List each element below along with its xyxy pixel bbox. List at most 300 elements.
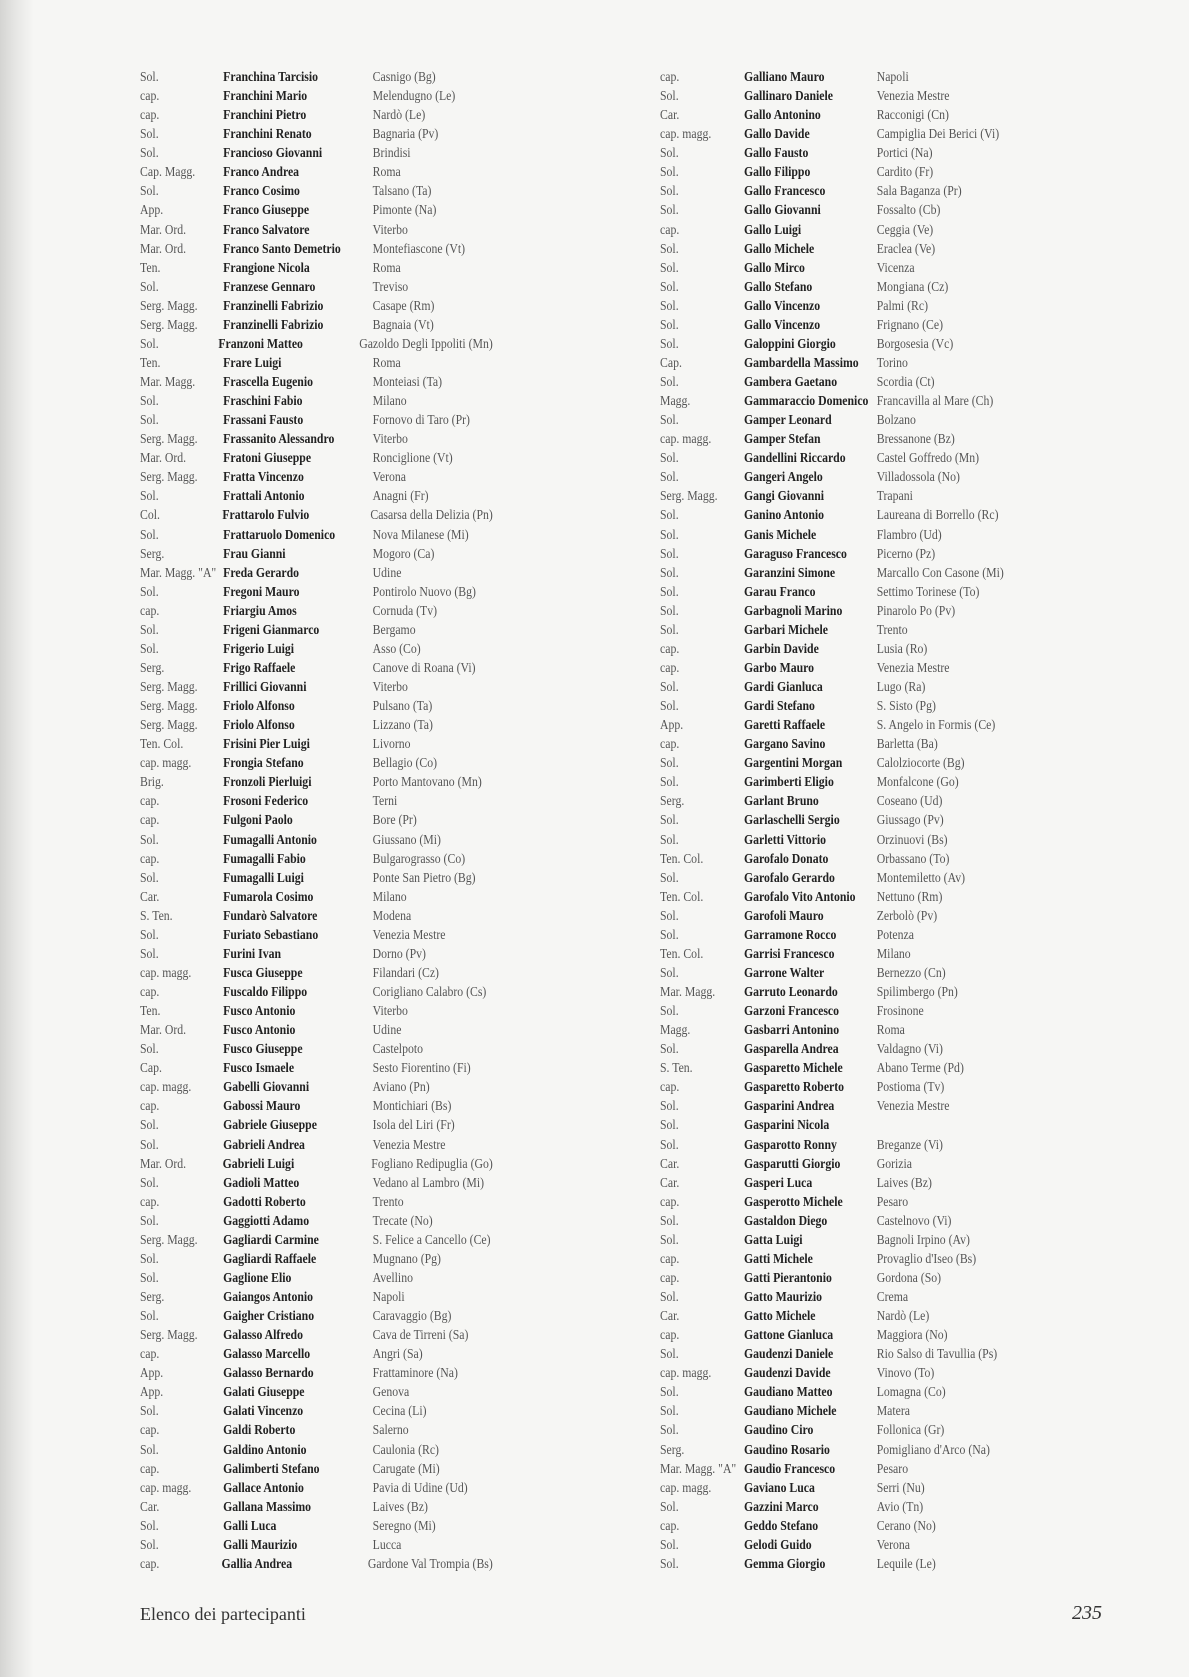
participant-rank: Ten. Col. [140,737,184,753]
participant-name: Franco Giuseppe [223,203,310,219]
participant-name: Gadioli Matteo [223,1175,300,1191]
participant-row [660,1307,1038,1326]
participant-name: Gasperotto Michele [744,1194,843,1210]
participant-name: Gasparetto Roberto [744,1080,845,1096]
participant-row [140,659,493,678]
participant-rank: Sol. [660,203,679,219]
participant-row [660,640,1038,659]
participant-rank: cap. [660,1328,680,1344]
participant-name: Fratoni Giuseppe [223,451,312,467]
participant-place: Filandari (Cz) [372,965,439,981]
participant-place: Monfalcone (Go) [876,775,959,791]
participant-rank: Sol. [140,489,159,505]
participant-row [660,1059,1038,1078]
participant-place: Gordona (So) [876,1270,942,1286]
participant-row [660,1078,1038,1097]
participant-place: Porto Mantovano (Mn) [372,775,482,791]
participant-rank: Sol. [140,279,159,295]
participant-row [140,1269,493,1288]
participant-name: Fumagalli Antonio [223,832,317,848]
participant-rank: App. [660,718,684,734]
participant-place: Trento [372,1194,404,1210]
participant-name: Franco Santo Demetrio [223,241,341,257]
participant-name: Gamper Stefan [744,432,821,448]
participant-name: Garbagnoli Marino [744,603,843,619]
participant-row [660,411,1038,430]
participant-row [140,1498,493,1517]
participant-place: Milano [372,889,407,905]
participant-name: Gagliardi Raffaele [223,1251,317,1267]
participant-row [660,964,1038,983]
participant-row [140,964,493,983]
participant-row [660,487,1038,506]
participant-rank: cap. [660,660,680,676]
participant-name: Gatti Pierantonio [744,1270,832,1286]
participant-rank: Sol. [660,527,679,543]
participant-name: Garbari Michele [744,622,828,638]
participant-place: Viterbo [372,222,408,238]
participant-rank: Sol. [140,622,159,638]
participant-name: Galli Maurizio [223,1537,298,1553]
participant-place: Lizzano (Ta) [372,718,433,734]
participant-list [0,68,1189,1588]
participant-name: Gaudino Ciro [744,1423,814,1439]
participant-name: Gatto Maurizio [744,1290,823,1305]
participant-row [140,1040,493,1059]
participant-name: Frongia Stefano [223,756,304,772]
participant-name: Garofoli Mauro [744,908,824,924]
participant-row [660,678,1038,697]
participant-rank: cap. [140,813,160,829]
participant-name: Franchini Mario [223,89,308,105]
participant-place: Treviso [372,279,409,295]
participant-row [660,316,1038,335]
participant-rank: Sol. [660,603,679,619]
participant-place: Terni [372,794,398,810]
participant-name: Frisini Pier Luigi [223,737,310,753]
participant-row [140,1326,493,1345]
participant-name: Franzoni Matteo [218,336,303,352]
participant-rank: Serg. Magg. [660,489,718,505]
participant-rank: Sol. [140,336,159,352]
participant-name: Frigo Raffaele [223,660,296,676]
participant-row [140,1193,493,1212]
participant-row [140,487,493,506]
participant-row [660,526,1038,545]
participant-name: Gardi Gianluca [744,680,823,695]
participant-place: Avio (Tn) [876,1499,924,1515]
participant-name: Gallo Vincenzo [744,298,821,314]
participant-rank: Sol. [660,1118,679,1134]
participant-rank: Serg. Magg. [140,1232,198,1248]
participant-name: Fumarola Cosimo [223,889,314,905]
participant-row [660,1517,1038,1536]
participant-place: Pinarolo Po (Pv) [876,603,956,619]
participant-place: Postioma (Tv) [876,1080,945,1096]
participant-rank: cap. [140,1194,160,1210]
participant-name: Garimberti Eligio [744,775,834,791]
participant-rank: Ten. Col. [660,889,704,905]
participant-name: Friargiu Amos [223,603,297,619]
participant-place: Crema [876,1290,909,1305]
participant-row [140,297,493,316]
participant-rank: Sol. [140,832,159,848]
participant-row [660,259,1038,278]
participant-rank: cap. [140,1556,160,1572]
participant-name: Garlant Bruno [744,794,819,810]
participant-name: Garruto Leonardo [744,985,838,1000]
participant-place: Sala Baganza (Pr) [876,184,962,200]
participant-place: Pavia di Udine (Ud) [372,1480,468,1496]
participant-name: Garanzini Simone [744,565,836,581]
participant-place: Milano [372,394,407,410]
participant-place: Nettuno (Rm) [876,889,943,905]
participant-row [140,373,493,392]
participant-place: Lucca [372,1537,402,1553]
participant-row [140,1402,493,1421]
participant-rank: Mar. Ord. [140,1023,187,1039]
participant-name: Friolo Alfonso [223,718,295,734]
participant-name: Frosoni Federico [223,794,309,810]
participant-row [660,1174,1038,1193]
participant-row [660,1536,1038,1555]
participant-row [660,602,1038,621]
participant-name: Gaiangos Antonio [223,1290,314,1305]
participant-name: Gallo Michele [744,241,815,257]
participant-rank: App. [140,203,164,219]
participant-place: Orbassano (To) [876,851,950,867]
participant-rank: Car. [140,1499,160,1515]
participant-rank: Sol. [140,946,159,962]
participant-name: Gastaldon Diego [744,1213,828,1229]
participant-name: Galoppini Giorgio [744,336,836,352]
participant-row [660,125,1038,144]
participant-name: Frillici Giovanni [223,680,307,695]
participant-row [140,1307,493,1326]
participant-rank: Sol. [140,184,159,200]
participant-rank: Sol. [660,508,679,524]
participant-place: Nardò (Le) [372,108,426,124]
participant-name: Gabelli Giovanni [223,1080,310,1096]
participant-place: Zerbolò (Pv) [876,908,938,924]
participant-place: Cava de Tirreni (Sa) [372,1328,469,1344]
participant-name: Garofalo Donato [744,851,829,867]
participant-rank: cap. magg. [140,756,192,772]
participant-row [660,182,1038,201]
participant-place: Bellagio (Co) [372,756,438,772]
participant-place: Spilimbergo (Pn) [876,985,958,1000]
participant-place: Bagnoli Irpino (Av) [876,1232,970,1248]
participant-rank: cap. [660,641,680,657]
participant-place: Bergamo [372,622,416,638]
participant-place: Valdagno (Vi) [876,1042,943,1058]
participant-row [660,1136,1038,1155]
participant-rank: Serg. Magg. [140,718,198,734]
footer-section-title: Elenco dei partecipanti [140,1604,306,1624]
participant-name: Franchini Pietro [223,108,307,124]
participant-rank: Mar. Magg. [660,985,716,1000]
participant-name: Frattaruolo Domenico [223,527,336,543]
participant-place: Caulonia (Rc) [372,1442,439,1458]
participant-row [660,1155,1038,1174]
participant-rank: Sol. [140,127,159,143]
participant-place: Nardò (Le) [876,1309,930,1325]
participant-row [140,792,493,811]
participant-name: Garbin Davide [744,641,819,657]
participant-place: Anagni (Fr) [372,489,429,505]
participant-rank: Serg. [660,1442,685,1458]
participant-place: Villadossola (No) [876,470,960,486]
participant-row [660,335,1038,354]
participant-place: Pimonte (Na) [372,203,437,219]
participant-row [140,1136,493,1155]
participant-name: Gaggiotti Adamo [223,1213,310,1229]
participant-place: Sesto Fiorentino (Fi) [372,1061,471,1077]
participant-row [140,1383,493,1402]
participant-name: Gabrieli Andrea [223,1137,305,1153]
participant-place: Follonica (Gr) [876,1423,945,1439]
participant-row [140,926,493,945]
participant-place: Aviano (Pn) [372,1080,430,1096]
participant-rank: Serg. Magg. [140,699,198,715]
participant-place: Scordia (Ct) [876,375,935,390]
participant-rank: Sol. [660,927,679,943]
participant-rank: Sol. [660,413,679,429]
participant-rank: Serg. Magg. [140,1328,198,1344]
participant-place: Canove di Roana (Vi) [372,660,476,676]
participant-place: Carugate (Mi) [372,1461,440,1477]
participant-row [660,468,1038,487]
participant-row [660,697,1038,716]
participant-name: Fraschini Fabio [223,394,303,410]
participant-place: Castelpoto [372,1042,423,1058]
participant-name: Fusco Giuseppe [223,1042,303,1058]
participant-name: Galasso Alfredo [223,1328,303,1344]
participant-place: Montemiletto (Av) [876,870,966,886]
participant-rank: Serg. [140,1290,165,1305]
participant-row [140,87,493,106]
participant-name: Gallinaro Daniele [744,89,833,105]
participant-place: Gardone Val Trompia (Bs) [367,1556,493,1572]
participant-rank: Serg. [660,794,685,810]
participant-row [140,888,493,907]
participant-row [660,106,1038,125]
participant-name: Franzese Gennaro [223,279,316,295]
participant-row [660,1345,1038,1364]
participant-place: Torino [876,355,908,371]
participant-rank: Sol. [140,394,159,410]
participant-name: Gasparini Nicola [744,1118,830,1134]
participant-rank: Serg. [140,546,165,562]
participant-row [660,1460,1038,1479]
participant-rank: Sol. [140,927,159,943]
participant-row [660,811,1038,830]
participant-row [140,1231,493,1250]
participant-row [140,506,493,525]
participant-name: Garzoni Francesco [744,1004,840,1020]
participant-rank: Sol. [660,699,679,715]
participant-rank: Car. [660,108,680,124]
participant-rank: Ten. Col. [660,946,704,962]
participant-place: Barletta (Ba) [876,737,938,753]
participant-rank: Sol. [140,1042,159,1058]
participant-row [660,278,1038,297]
participant-row [660,221,1038,240]
participant-place: Bagnaria (Pv) [372,127,439,143]
participant-row [660,1288,1038,1307]
participant-place: Campiglia Dei Berici (Vi) [876,127,1000,143]
participant-row [140,278,493,297]
participant-row [660,163,1038,182]
participant-rank: Sol. [660,1137,679,1153]
participant-place: Cecina (Li) [372,1404,427,1420]
participant-row [140,1078,493,1097]
participant-name: Fulgoni Paolo [223,813,293,829]
participant-name: Gaudiano Matteo [744,1385,833,1401]
participant-place: Giussago (Pv) [876,813,944,829]
participant-name: Galasso Bernardo [223,1366,314,1382]
participant-row [140,468,493,487]
participant-row [660,773,1038,792]
participant-name: Franchini Renato [223,127,312,143]
participant-place: Fogliano Redipuglia (Go) [371,1156,493,1172]
participant-rank: cap. magg. [140,1080,192,1096]
participant-name: Frare Luigi [223,355,282,371]
participant-place: Bernezzo (Cn) [876,965,946,981]
participant-row [660,1116,1038,1135]
participant-name: Franco Salvatore [223,222,310,238]
participant-rank: cap. [660,737,680,753]
participant-place: Udine [372,565,402,581]
participant-name: Gaglione Elio [223,1270,292,1286]
participant-rank: Sol. [660,565,679,581]
participant-rank: Sol. [660,546,679,562]
participant-place: Angri (Sa) [372,1347,423,1363]
participant-place: Lequile (Le) [876,1556,936,1572]
participant-rank: Sol. [660,184,679,200]
participant-name: Garramone Rocco [744,927,837,943]
participant-place: Brindisi [372,146,411,162]
participant-place: Napoli [372,1290,405,1305]
participant-name: Fusco Antonio [223,1004,296,1020]
participant-row [660,201,1038,220]
participant-name: Gadotti Roberto [223,1194,306,1210]
participant-place: Gazoldo Degli Ippoliti (Mn) [359,336,493,352]
participant-rank: Sol. [660,1232,679,1248]
participant-rank: Sol. [660,1290,679,1305]
participant-place: Napoli [876,70,909,85]
participant-rank: Serg. [140,660,165,676]
participant-place: Picerno (Pz) [876,546,936,562]
participant-name: Fumagalli Fabio [223,851,306,867]
participant-place: Roma [372,165,401,181]
participant-rank: Mar. Magg. "A" [660,1461,737,1477]
participant-name: Gatto Michele [744,1309,816,1325]
participant-row [660,449,1038,468]
participant-name: Gabossi Mauro [223,1099,301,1115]
participant-place: Fossalto (Cb) [876,203,941,219]
participant-name: Furiato Sebastiano [223,927,319,943]
participant-row [660,564,1038,583]
participant-rank: Car. [660,1175,680,1191]
participant-name: Galdi Roberto [223,1423,296,1439]
participant-row [660,1402,1038,1421]
participant-name: Gelodi Guido [744,1537,812,1553]
participant-row [140,869,493,888]
participant-rank: Serg. Magg. [140,470,198,486]
participant-rank: Sol. [660,470,679,486]
participant-row [660,1021,1038,1040]
participant-place: Salerno [372,1423,409,1439]
participant-place: Casnigo (Bg) [372,70,436,85]
participant-row [660,926,1038,945]
participant-name: Franco Cosimo [223,184,300,200]
participant-place: Ponte San Pietro (Bg) [372,870,476,886]
participant-place: Laives (Bz) [372,1499,428,1515]
participant-place: Viterbo [372,432,408,448]
participant-name: Gamper Leonard [744,413,832,429]
participant-row [660,354,1038,373]
participant-row [660,373,1038,392]
participant-row [140,945,493,964]
participant-place: Milano [876,946,911,962]
participant-place: Mogoro (Ca) [372,546,435,562]
participant-rank: Serg. Magg. [140,680,198,695]
participant-rank: Sol. [660,260,679,276]
participant-name: Gargano Savino [744,737,826,753]
participant-row [660,869,1038,888]
participant-name: Gallo Davide [744,127,810,143]
participant-name: Frigerio Luigi [223,641,295,657]
participant-row [660,430,1038,449]
participant-rank: cap. [140,1347,160,1363]
participant-row [660,735,1038,754]
participant-place: Laureana di Borrello (Rc) [876,508,999,524]
participant-name: Gangeri Angelo [744,470,823,486]
participant-row [660,888,1038,907]
participant-rank: Sol. [660,680,679,695]
participant-name: Gallo Antonino [744,108,821,124]
participant-rank: cap. [140,851,160,867]
participant-name: Gagliardi Carmine [223,1232,319,1248]
participant-row [660,1421,1038,1440]
participant-place: Orzinuovi (Bs) [876,832,948,848]
participant-row [140,621,493,640]
participant-name: Garau Franco [744,584,816,600]
participant-rank: Sol. [660,832,679,848]
participant-place: Genova [372,1385,410,1401]
participant-rank: Magg. [660,1023,691,1039]
participant-row [140,602,493,621]
participant-place: Nova Milanese (Mi) [372,527,469,543]
participant-place: Borgosesia (Vc) [876,336,954,352]
participant-row [140,754,493,773]
participant-rank: Cap. [660,355,682,371]
participant-place: S. Sisto (Pg) [876,699,936,715]
participant-rank: cap. magg. [660,432,712,448]
participant-row [140,125,493,144]
participant-rank: S. Ten. [660,1061,693,1077]
participant-rank: cap. [140,108,160,124]
participant-name: Galli Luca [223,1518,277,1534]
participant-name: Gatti Michele [744,1251,813,1267]
participant-name: Gargentini Morgan [744,756,843,772]
participant-row [660,831,1038,850]
participant-row [140,640,493,659]
participant-place: Talsano (Ta) [372,184,432,200]
participant-rank: Serg. Magg. [140,432,198,448]
participant-row [140,1517,493,1536]
